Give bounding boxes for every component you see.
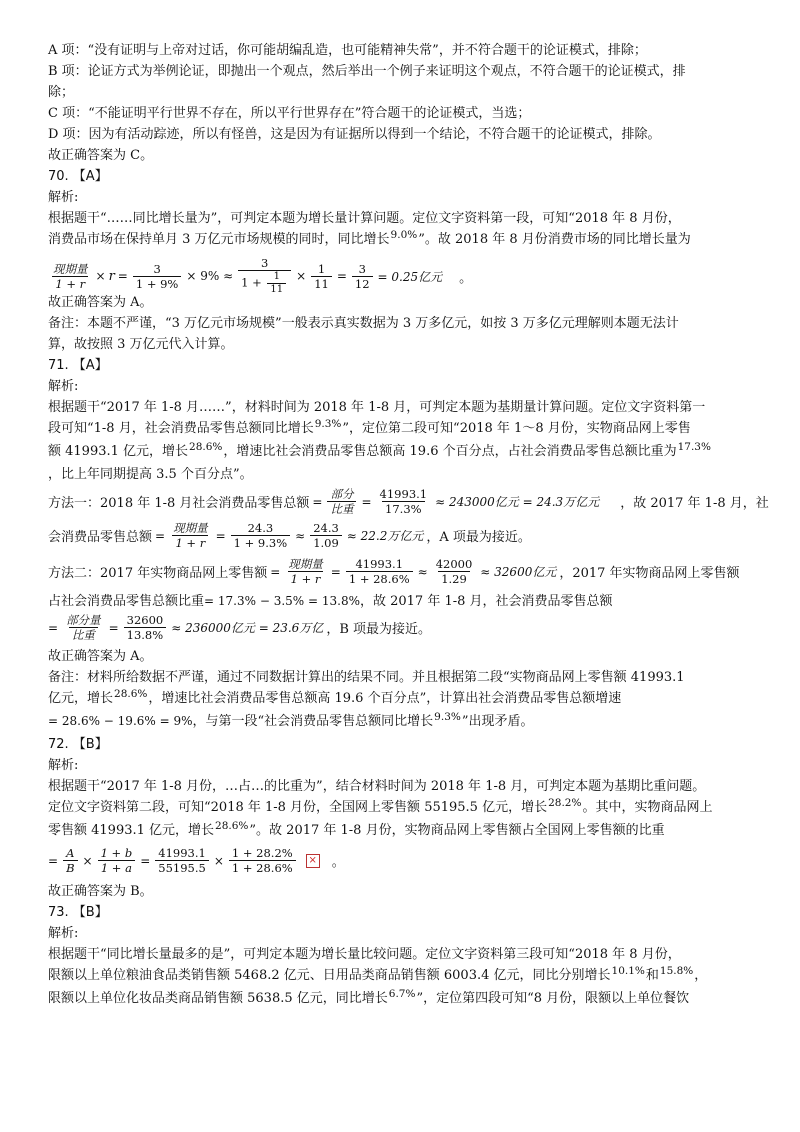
option-b-text-cont: 除； <box>48 85 75 100</box>
q71-method-1: 方法一：2018 年 1-8 月社会消费品零售总额 = $\frac{\text{部分}}{\text{比重}}$ = $\frac{41993.1}{17.3\%}$ ≈ 243000亿元 = 24.3万亿元 ，故 2017 年 1-8 月，社 <box>48 487 769 516</box>
q70-analysis-label: 解析: <box>48 190 79 205</box>
q73-analysis-label: 解析: <box>48 926 79 941</box>
q70-paragraph-2: 消费品市场在保持单月 3 万亿元市场规模的同时，同比增长$^{9.0\%}$”。故 2018 年 8 月份消费市场的同比增长量为 <box>48 229 691 247</box>
option-a-text: A 项：“没有证明与上帝对过话，你可能胡编乱造，也可能精神失常”，并不符合题干的论证模式，排除； <box>48 43 647 58</box>
q70-note: 备注：本题不严谨，“3 万亿元市场规模”一般表示真实数据为 3 万多亿元，如按 3 万多亿元理解则本题无法计 <box>48 316 679 331</box>
growth-rate: 9.0% <box>390 229 418 241</box>
option-b-text: B 项：论证方式为举例论证，即抛出一个观点，然后举出一个例子来证明这个观点，不符合题干的论证模式，排 <box>48 64 686 79</box>
answer-72: 故正确答案为 B。 <box>48 884 153 899</box>
q71-paragraph-2: 段可知“1-8 月，社会消费品零售总额同比增长$^{9.3\%}$”，定位第二段可知“2018 年 1～8 月份，实物商品网上零售 <box>48 418 691 436</box>
q72-formula: = $\frac{A}{B}$ × $\frac{1 + b}{1 + a}$ = $\frac{41993.1}{55195.5}$ × $\frac{1 + 28.2\%}{1 + 28.6\%}$ × 。 <box>48 846 345 875</box>
document-page <box>48 40 769 1011</box>
q71-method-2: 方法二：2017 年实物商品网上零售额 = $\frac{\text{现期量}}{1 + r}$ = $\frac{41993.1}{1 + 28.6\%}$ ≈ $\frac{42000}{1.29}$ ≈ 32600亿元 ，2017 年实物商品网上零售额 <box>48 557 740 586</box>
q72-paragraph-3: 零售额 41993.1 亿元，增长$^{28.6\%}$”。故 2017 年 1-8 月份，实物商品网上零售额占全国网上零售额的比重 <box>48 820 665 838</box>
q71-note-cont-2: = 28.6% − 19.6% = 9%，与第一段“社会消费品零售总额同比增长$^{9.3\%}$”出现矛盾。 <box>48 711 534 729</box>
q70-formula: $\frac{\text{现期量}}{1 + r}$ × r = $\frac{3}{1 + 9\%}$ × 9% ≈ 3 1 + $\frac{1}{11}$ × $\frac{1}{11}$ = $\frac{3}{12}$ = 0.25亿元 。 <box>53 256 473 295</box>
q70-heading: 70. 【A】 <box>48 169 108 184</box>
q71-method-2-cont: 占社会消费品零售总额比重= 17.3% − 3.5% = 13.8%，故 2017 年 1-8 月，社会消费品零售总额 <box>48 594 613 609</box>
q72-paragraph: 根据题干“2017 年 1-8 月份，…占…的比重为”，结合材料时间为 2018 年 1-8 月，可判定本题为基期比重问题。 <box>48 779 706 794</box>
answer-71: 故正确答案为 A。 <box>48 649 153 664</box>
q72-paragraph-2: 定位文字资料第二段，可知“2018 年 1-8 月份，全国网上零售额 55195.5 亿元，增长$^{28.2\%}$。其中，实物商品网上 <box>48 797 713 815</box>
q73-paragraph-2: 限额以上单位粮油食品类销售额 5468.2 亿元、日用品类商品销售额 6003.4 亿元，同比分别增长$^{10.1\%}$和$^{15.8\%}$， <box>48 965 708 983</box>
q71-heading: 71. 【A】 <box>48 358 108 373</box>
broken-image-icon: × <box>306 854 320 868</box>
q73-heading: 73. 【B】 <box>48 905 108 920</box>
q70-note-cont: 算，故按照 3 万亿元代入计算。 <box>48 337 234 352</box>
q71-note-cont: 亿元，增长$^{28.6\%}$，增速比社会消费品零售总额高 19.6 个百分点”，计算出社会消费品零售总额增速 <box>48 688 622 706</box>
answer-70: 故正确答案为 A。 <box>48 295 153 310</box>
option-c-text: C 项：“不能证明平行世界不存在，所以平行世界存在”符合题干的论证模式，当选； <box>48 106 531 121</box>
q72-heading: 72. 【B】 <box>48 737 108 752</box>
option-d-text: D 项：因为有活动踪迹，所以有怪兽，这是因为有证据所以得到一个结论，不符合题干的论证模式，排除。 <box>48 127 661 142</box>
q71-paragraph-3: 额 41993.1 亿元，增长$^{28.6\%}$，增速比社会消费品零售总额高 19.6 个百分点，占社会消费品零售总额比重为$^{17.3\%}$ <box>48 441 711 459</box>
q71-method-2-result: = $\frac{\text{部分量}}{\text{比重}}$ = $\frac{32600}{13.8\%}$ ≈ 236000亿元 = 23.6万亿 ，B 项最为接近。 <box>48 613 431 642</box>
q73-paragraph: 根据题干“同比增长量最多的是”，可判定本题为增长量比较问题。定位文字资料第三段可知“2018 年 8 月份， <box>48 947 681 962</box>
q70-paragraph: 根据题干“……同比增长量为”，可判定本题为增长量计算问题。定位文字资料第一段，可知“2018 年 8 月份， <box>48 211 681 226</box>
q71-paragraph-4: ，比上年同期提高 3.5 个百分点”。 <box>48 467 253 482</box>
q71-paragraph: 根据题干“2017 年 1-8 月……”，材料时间为 2018 年 1-8 月，可判定本题为基期量计算问题。定位文字资料第一 <box>48 400 706 415</box>
q71-analysis-label: 解析: <box>48 379 79 394</box>
answer-69: 故正确答案为 C。 <box>48 148 154 163</box>
q71-note: 备注：材料所给数据不严谨，通过不同数据计算出的结果不同。并且根据第二段“实物商品网上零售额 41993.1 <box>48 670 685 685</box>
q72-analysis-label: 解析: <box>48 758 79 773</box>
q71-method-1-cont: 会消费品零售总额 = $\frac{\text{现期量}}{1 + r}$ = $\frac{24.3}{1 + 9.3\%}$ ≈ $\frac{24.3}{1.09}$ ≈ 22.2万亿元 ，A 项最为接近。 <box>48 521 531 550</box>
q73-paragraph-3: 限额以上单位化妆品类商品销售额 5638.5 亿元，同比增长$^{6.7\%}$”，定位第四段可知“8 月份，限额以上单位餐饮 <box>48 988 690 1006</box>
